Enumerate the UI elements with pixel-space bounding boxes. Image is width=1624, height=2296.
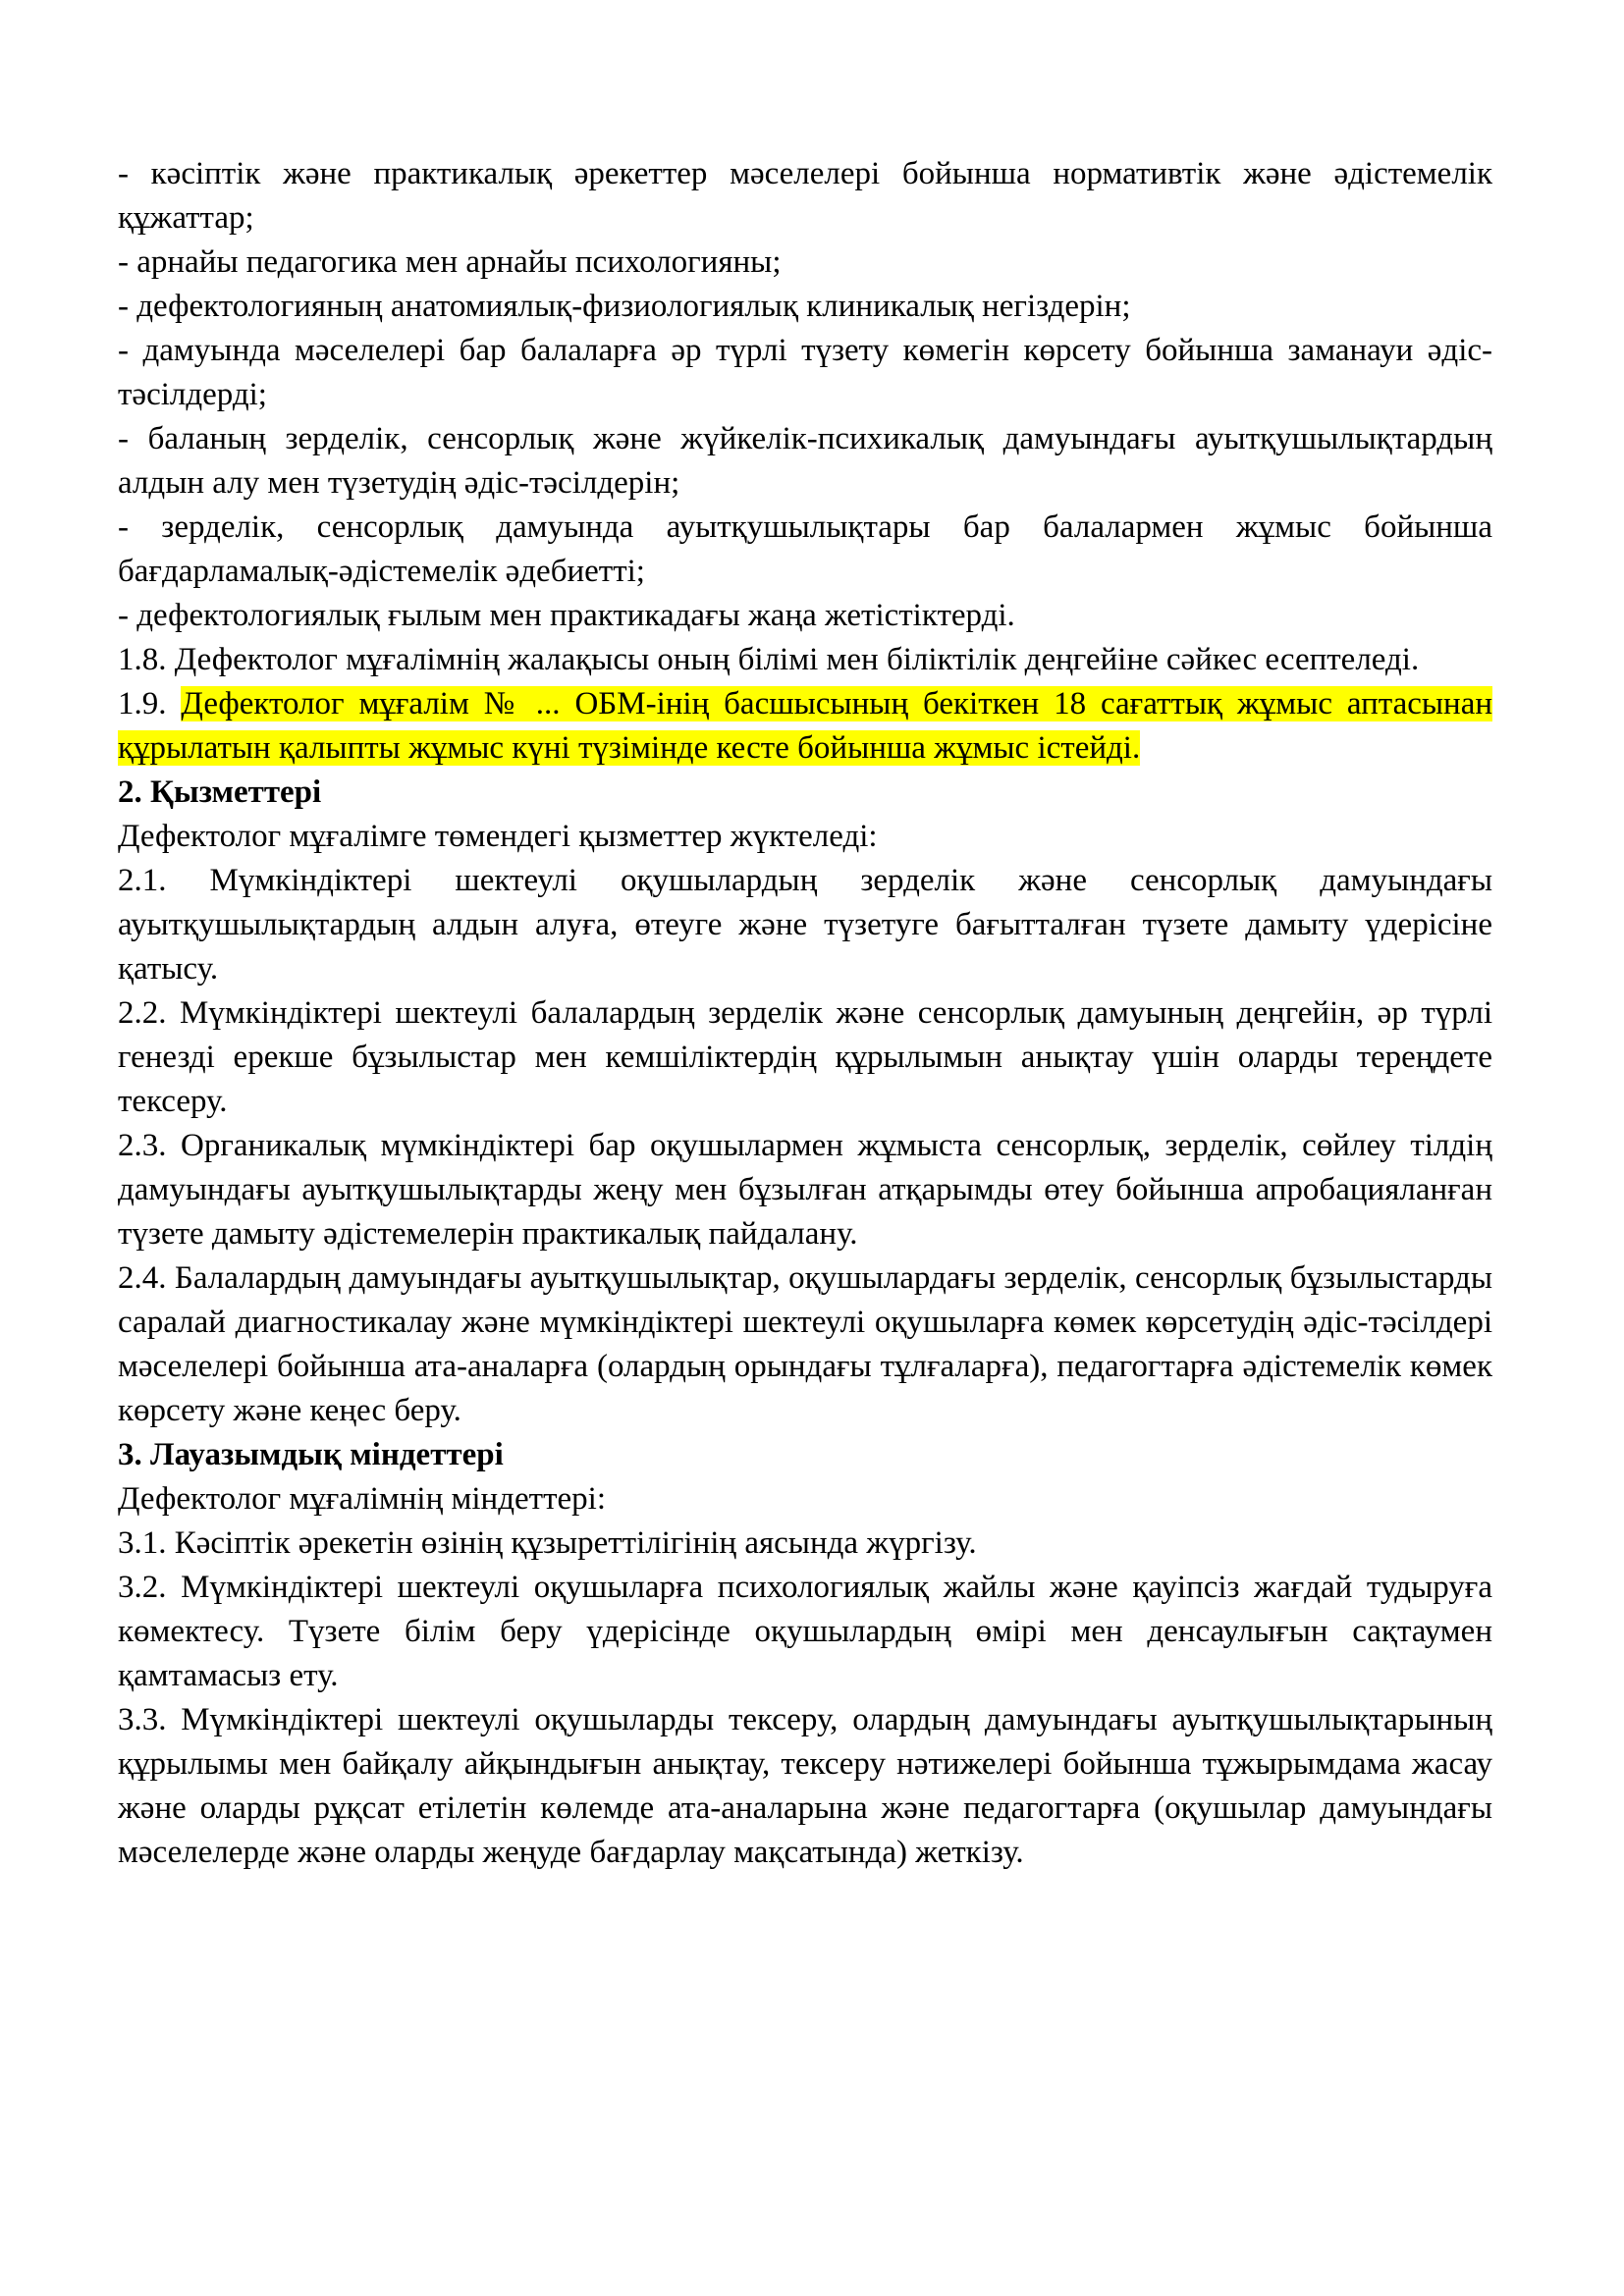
list-item-normative-docs: - кәсіптік және практикалық әрекеттер мәселелері бойынша нормативтік және әдістемелік құжаттар; bbox=[118, 156, 1492, 236]
clause-1-8: 1.8. Дефектолог мұғалімнің жалақысы оның білімі мен біліктілік деңгейіне сәйкес есептеледі. bbox=[118, 642, 1420, 677]
list-item-program-literature: - зерделік, сенсорлық дамуында ауытқушылықтары бар балалармен жұмыс бойынша бағдарламалық-әдістемелік әдебиетті; bbox=[118, 509, 1492, 589]
clause-3-2: 3.2. Мүмкіндіктері шектеулі оқушыларға психологиялық жайлы және қауіпсіз жағдай тудыруға көмектесу. Түзете білім беру үдерісінде оқушылардың өмірі мен денсаулығын сақтаумен қамтамасыз ету. bbox=[118, 1570, 1492, 1693]
clause-2-3: 2.3. Органикалық мүмкіндіктері бар оқушылармен жұмыста сенсорлық, зерделік, сөйлеу тілдің дамуындағы ауытқушылықтарды жеңу мен бұзылған атқарымды өтеу бойынша апробацияланған түзете дамыту әдістемелерін практикалық пайдалану. bbox=[118, 1128, 1492, 1252]
duties-intro: Дефектолог мұғалімге төмендегі қызметтер жүктеледі: bbox=[118, 819, 878, 854]
clause-3-1: 3.1. Кәсіптік әрекетін өзінің құзыреттілігінің аясында жүргізу. bbox=[118, 1525, 977, 1561]
list-item-defectology-basics: - дефектологияның анатомиялық-физиологиялық клиникалық негіздерін; bbox=[118, 289, 1131, 324]
clause-2-1: 2.1. Мүмкіндіктері шектеулі оқушылардың зерделік және сенсорлық дамуындағы ауытқушылықтардың алдын алуға, өтеуге және түзетуге бағытталған түзете дамыту үдерісіне қатысу. bbox=[118, 863, 1492, 987]
clause-1-9 bbox=[118, 682, 1492, 771]
list-item-new-achievements: - дефектологиялық ғылым мен практикадағы жаңа жетістіктерді. bbox=[118, 598, 1015, 633]
clause-2-4: 2.4. Балалардың дамуындағы ауытқушылықтар, оқушылардағы зерделік, сенсорлық бұзылыстарды саралай диагностикалау және мүмкіндіктері шектеулі оқушыларға көмек көрсетудің әдіс-тәсілдері мәселелері бойынша ата-аналарға (олардың орындағы тұлғаларға), педагогтарға әдістемелік көмек көрсету және кеңес беру. bbox=[118, 1260, 1492, 1428]
clause-1-9-highlighted-text: Дефектолог мұғалім № ... ОБМ-інің басшысының бекіткен 18 сағаттық жұмыс аптасынан құрылатын қалыпты жұмыс күні түзімінде кесте бойынша жұмыс істейді. bbox=[118, 686, 1493, 766]
section-heading-responsibilities: 3. Лауазымдық міндеттері bbox=[118, 1437, 504, 1472]
list-item-correction-help: - дамуында мәселелері бар балаларға әр түрлі түзету көмегін көрсету бойынша заманауи әдіс-тәсілдерді; bbox=[118, 333, 1492, 412]
list-item-special-pedagogy: - арнайы педагогика мен арнайы психологияны; bbox=[118, 244, 782, 280]
list-item-child-development: - баланың зерделік, сенсорлық және жүйкелік-психикалық дамуындағы ауытқушылықтардың алдын алу мен түзетудің әдіс-тәсілдерін; bbox=[118, 421, 1492, 501]
responsibilities-intro: Дефектолог мұғалімнің міндеттері: bbox=[118, 1481, 606, 1517]
clause-3-3: 3.3. Мүмкіндіктері шектеулі оқушыларды тексеру, олардың дамуындағы ауытқушылықтарының құрылымы мен байқалу айқындығын анықтау, тексеру нәтижелері бойынша тұжырымдама жасау және оларды рұқсат етілетін көлемде ата-аналарына және педагогтарға (оқушылар дамуындағы мәселелерде және оларды жеңуде бағдарлау мақсатында) жеткізу. bbox=[118, 1702, 1492, 1870]
clause-1-9-number: 1.9. bbox=[118, 686, 182, 721]
section-heading-duties: 2. Қызметтері bbox=[118, 774, 322, 810]
clause-2-2: 2.2. Мүмкіндіктері шектеулі балалардың зерделік және сенсорлық дамуының деңгейін, әр түрлі генезді ерекше бұзылыстар мен кемшіліктердің құрылымын анықтау үшін оларды тереңдете тексеру. bbox=[118, 995, 1492, 1119]
